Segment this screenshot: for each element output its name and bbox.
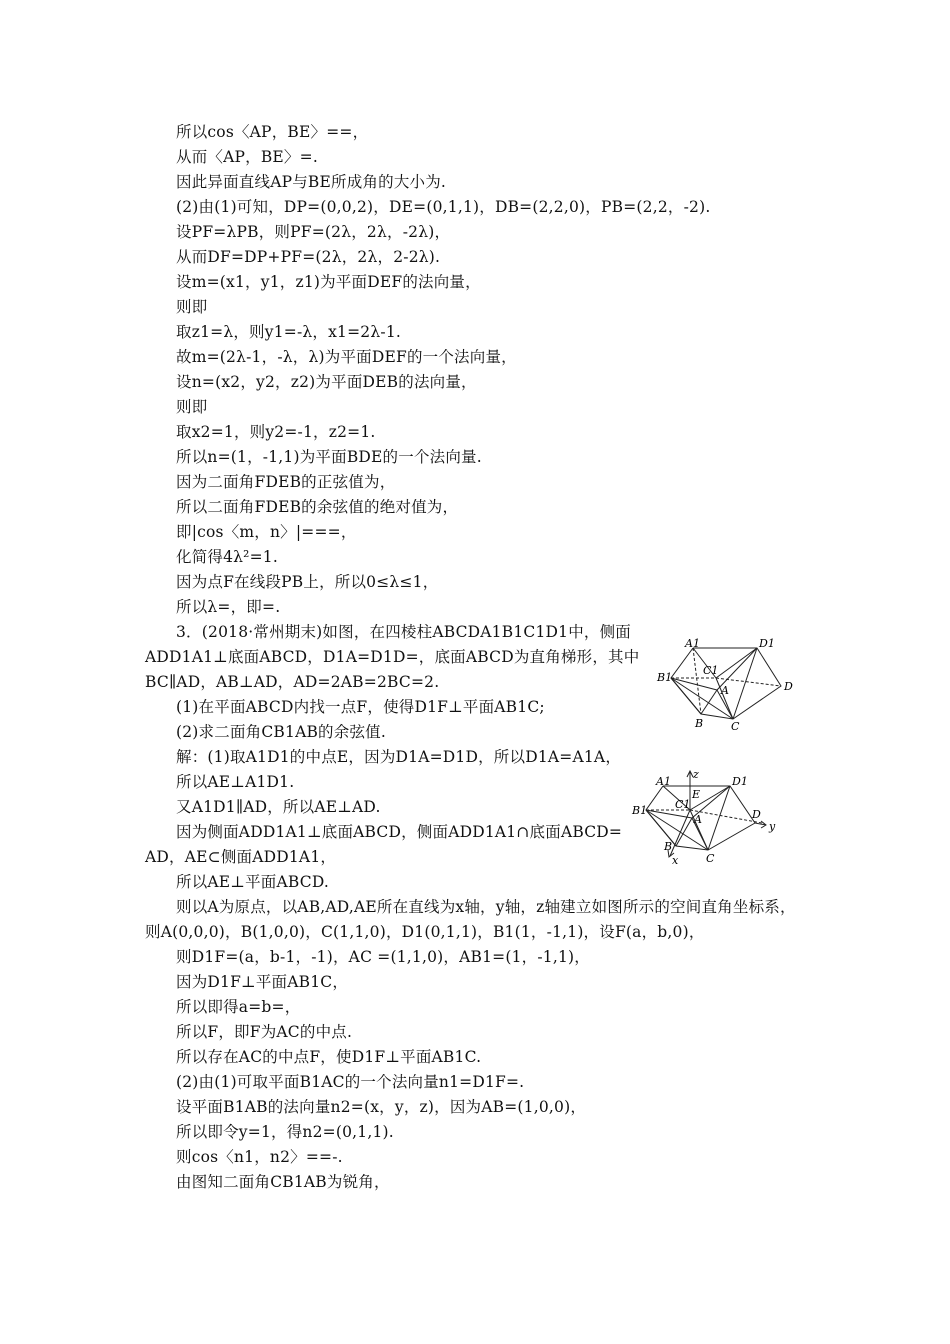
- label-d: D: [784, 680, 793, 693]
- label-a1: A1: [685, 637, 700, 650]
- text-line: 所以即令y=1，得n2=(0,1,1).: [176, 1123, 394, 1141]
- label-a: A: [721, 684, 729, 697]
- text-line: 又A1D1∥AD，所以AE⊥AD.: [176, 798, 381, 816]
- text-line: 因为点F在线段PB上，所以0≤λ≤1，: [176, 573, 439, 591]
- text-line: 从而〈AP，BE〉=.: [176, 148, 318, 166]
- label-d1: D1: [732, 775, 748, 788]
- text-line: 因为侧面ADD1A1⊥底面ABCD，侧面ADD1A1∩底面ABCD=: [176, 823, 623, 841]
- text-line: (1)在平面ABCD内找一点F，使得D1F⊥平面AB1C;: [176, 698, 545, 716]
- text-line: 则以A为原点，以AB,AD,AE所在直线为x轴，y轴，z轴建立如图所示的空间直角坐标系，: [176, 898, 796, 916]
- label-z: z: [693, 768, 699, 781]
- text-line: 取z1=λ，则y1=-λ，x1=2λ-1.: [176, 323, 402, 341]
- text-line: 所以AE⊥平面ABCD.: [176, 873, 330, 891]
- label-d1: D1: [759, 637, 775, 650]
- text-line: 因为D1F⊥平面AB1C，: [176, 973, 349, 991]
- text-line: 设m=(x1，y1，z1)为平面DEF的法向量，: [176, 273, 481, 291]
- text-line: ADD1A1⊥底面ABCD，D1A=D1D=，底面ABCD为直角梯形，其中: [145, 648, 640, 666]
- label-a1: A1: [656, 775, 671, 788]
- label-e: E: [692, 788, 701, 801]
- text-line: 化简得4λ²=1.: [176, 548, 278, 566]
- text-line: 设PF=λPB，则PF=(2λ，2λ，-2λ)，: [176, 223, 451, 241]
- text-line: (2)由(1)可取平面B1AC的一个法向量n1=D1F=.: [176, 1073, 525, 1091]
- text-line: (2)求二面角CB1AB的余弦值.: [176, 723, 386, 741]
- label-x: x: [672, 854, 679, 866]
- label-a: A: [694, 813, 702, 826]
- text-line: 因为二面角FDEB的正弦值为，: [176, 473, 396, 491]
- text-line: 则D1F=(a，b-1，-1)，AC =(1,1,0)，AB1=(1，-1,1)，: [176, 948, 590, 966]
- text-line: 则A(0,0,0)，B(1,0,0)，C(1,1,0)，D1(0,1,1)，B1(1，-1,1)，设F(a，b,0)，: [145, 923, 705, 941]
- label-b: B: [695, 717, 704, 730]
- label-c: C: [706, 852, 715, 865]
- text-line: 设平面B1AB的法向量n2=(x，y，z)，因为AB=(1,0,0)，: [176, 1098, 587, 1116]
- text-line: 所以存在AC的中点F，使D1F⊥平面AB1C.: [176, 1048, 482, 1066]
- text-line: 由图知二面角CB1AB为锐角，: [176, 1173, 390, 1191]
- label-d: D: [752, 808, 761, 821]
- text-line: (2)由(1)可知，DP=(0,0,2)，DE=(0,1,1)，DB=(2,2,0)，PB=(2,2，-2).: [176, 198, 711, 216]
- text-line: 则cos〈n1，n2〉==-.: [176, 1148, 343, 1166]
- text-line: 解：(1)取A1D1的中点E，因为D1A=D1D，所以D1A=A1A，: [176, 748, 622, 766]
- prism-figure: [655, 636, 800, 731]
- coordinate-figure: [630, 768, 780, 866]
- label-c1: C1: [675, 798, 691, 811]
- label-c: C: [731, 720, 740, 731]
- label-b1: B1: [632, 804, 648, 817]
- text-line: 故m=(2λ-1，-λ，λ)为平面DEF的一个法向量，: [176, 348, 517, 366]
- text-line: 所以cos〈AP，BE〉==，: [176, 123, 369, 141]
- text-line: 则即: [176, 298, 208, 316]
- label-b: B: [664, 840, 673, 853]
- label-b1: B1: [657, 671, 673, 684]
- text-line: 所以即得a=b=，: [176, 998, 301, 1016]
- text-line: 则即: [176, 398, 208, 416]
- text-line: 从而DF=DP+PF=(2λ，2λ，2-2λ).: [176, 248, 441, 266]
- text-line: 所以n=(1，-1,1)为平面BDE的一个法向量.: [176, 448, 482, 466]
- text-line: 因此异面直线AP与BE所成角的大小为.: [176, 173, 447, 191]
- text-line: 所以F，即F为AC的中点.: [176, 1023, 353, 1041]
- text-line: 取x2=1，则y2=-1，z2=1.: [176, 423, 376, 441]
- problem-header: 3．(2018·常州期末)如图，在四棱柱ABCDA1B1C1D1中，侧面: [176, 623, 632, 641]
- text-line: AD，AE⊂侧面ADD1A1，: [145, 848, 337, 866]
- label-c1: C1: [703, 664, 719, 677]
- text-line: BC∥AD，AB⊥AD，AD=2AB=2BC=2.: [145, 673, 440, 691]
- label-y: y: [769, 820, 776, 833]
- text-line: 设n=(x2，y2，z2)为平面DEB的法向量，: [176, 373, 477, 391]
- text-line: 所以二面角FDEB的余弦值的绝对值为，: [176, 498, 459, 516]
- text-line: 所以AE⊥A1D1.: [176, 773, 295, 791]
- text-line: 即|cos〈m，n〉|===，: [176, 523, 357, 541]
- text-line: 所以λ=，即=.: [176, 598, 281, 616]
